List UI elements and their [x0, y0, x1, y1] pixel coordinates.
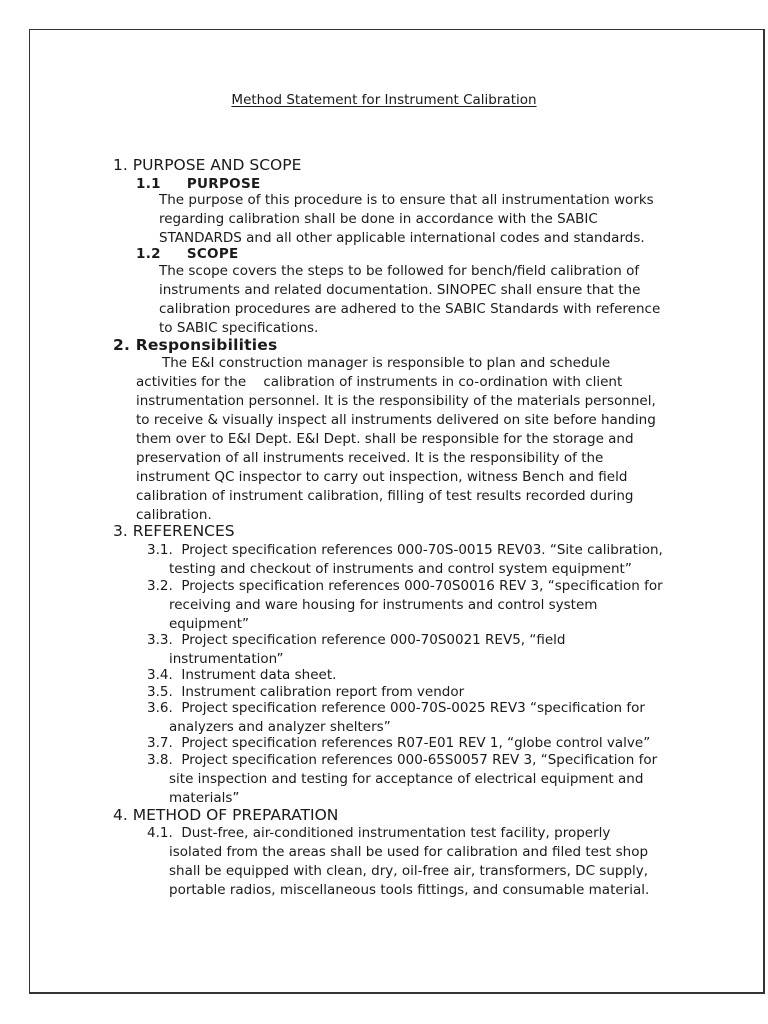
reference-item [147, 541, 663, 559]
scope-line: calibration procedures are adhered to the SABIC Standards with reference [159, 301, 661, 317]
reference-number: 3.4. [147, 667, 173, 683]
purpose-line: regarding calibration shall be done in accordance with the SABIC [159, 211, 598, 227]
reference-text: Project specification reference 000-70S0021 REV5, “field [181, 632, 566, 648]
section-2-heading [113, 336, 277, 354]
scope-line: to SABIC specifications. [159, 320, 319, 336]
reference-number: 3.7. [147, 735, 173, 751]
reference-item [147, 631, 566, 649]
reference-text-continued: site inspection and testing for acceptance of electrical equipment and [169, 771, 644, 787]
reference-text: Instrument calibration report from vendor [181, 684, 465, 700]
section-3-heading [113, 522, 235, 540]
responsibilities-line: them over to E&I Dept. E&I Dept. shall be responsible for the storage and [136, 431, 634, 447]
reference-item [147, 699, 645, 717]
responsibilities-line: calibration. [136, 507, 212, 523]
reference-item [147, 751, 657, 769]
section-1-number: 1. [113, 156, 128, 174]
section-1-heading [113, 156, 301, 174]
reference-text-continued: materials” [169, 790, 240, 806]
reference-number: 3.5. [147, 684, 173, 700]
reference-item [147, 734, 650, 752]
reference-text: Project specification references R07-E01 REV 1, “globe control valve” [181, 735, 651, 751]
reference-text: Project specification references 000-65S0057 REV 3, “Specification for [181, 752, 658, 768]
reference-text-continued: receiving and ware housing for instruments and control system [169, 597, 598, 613]
preparation-text: Dust-free, air-conditioned instrumentation test facility, properly [181, 825, 611, 841]
subsection-1-1-number: 1.1 [136, 176, 161, 192]
preparation-text-continued: isolated from the areas shall be used for calibration and filed test shop [169, 844, 649, 860]
section-2-number: 2. [113, 336, 131, 354]
responsibilities-line: instrument QC inspector to carry out inspection, witness Bench and field [136, 469, 628, 485]
responsibilities-line: activities for the calibration of instruments in co-ordination with client [136, 374, 623, 390]
reference-text-continued: instrumentation” [169, 651, 284, 667]
reference-text-continued: analyzers and analyzer shelters” [169, 719, 391, 735]
preparation-item [147, 824, 610, 842]
reference-text: Project specification references 000-70S-0015 REV03. “Site calibration, [181, 542, 663, 558]
reference-number: 3.2. [147, 578, 173, 594]
reference-item [147, 577, 663, 595]
responsibilities-line: preservation of all instruments received. It is the responsibility of the [136, 450, 604, 466]
scope-line: The scope covers the steps to be followed for bench/field calibration of [159, 263, 640, 279]
reference-number: 3.1. [147, 542, 173, 558]
reference-item [147, 666, 336, 684]
preparation-text-continued: portable radios, miscellaneous tools fittings, and consumable material. [169, 882, 650, 898]
subsection-1-2-number: 1.2 [136, 246, 161, 262]
subsection-1-1-title: PURPOSE [186, 176, 261, 192]
section-2-title: Responsibilities [135, 336, 278, 354]
reference-number: 3.8. [147, 752, 173, 768]
preparation-text-continued: shall be equipped with clean, dry, oil-free air, transformers, DC supply, [169, 863, 649, 879]
section-1-title: PURPOSE AND SCOPE [132, 156, 302, 174]
reference-number: 3.6. [147, 700, 173, 716]
reference-text: Projects specification references 000-70S0016 REV 3, “specification for [181, 578, 663, 594]
reference-text-continued: testing and checkout of instruments and control system equipment” [169, 561, 632, 577]
section-3-number: 3. [113, 522, 128, 540]
section-3-title: REFERENCES [132, 522, 235, 540]
reference-text: Project specification reference 000-70S-0025 REV3 “specification for [181, 700, 645, 716]
reference-text-continued: equipment” [169, 616, 250, 632]
subsection-1-2-heading [136, 245, 239, 263]
reference-number: 3.3. [147, 632, 173, 648]
section-4-number: 4. [113, 806, 128, 824]
responsibilities-line: The E&I construction manager is responsible to plan and schedule [162, 355, 611, 371]
section-4-heading [113, 806, 338, 824]
purpose-line: The purpose of this procedure is to ensure that all instrumentation works [159, 192, 654, 208]
preparation-number: 4.1. [147, 825, 173, 841]
document-title: Method Statement for Instrument Calibration [231, 92, 537, 108]
responsibilities-line: instrumentation personnel. It is the responsibility of the materials personnel, [136, 393, 656, 409]
subsection-1-2-title: SCOPE [186, 246, 239, 262]
reference-text: Instrument data sheet. [181, 667, 337, 683]
section-4-title: METHOD OF PREPARATION [132, 806, 339, 824]
responsibilities-line: to receive & visually inspect all instruments delivered on site before handing [136, 412, 656, 428]
purpose-line: STANDARDS and all other applicable international codes and standards. [159, 230, 645, 246]
scope-line: instruments and related documentation. SINOPEC shall ensure that the [159, 282, 641, 298]
responsibilities-line: calibration of instrument calibration, filling of test results recorded during [136, 488, 634, 504]
